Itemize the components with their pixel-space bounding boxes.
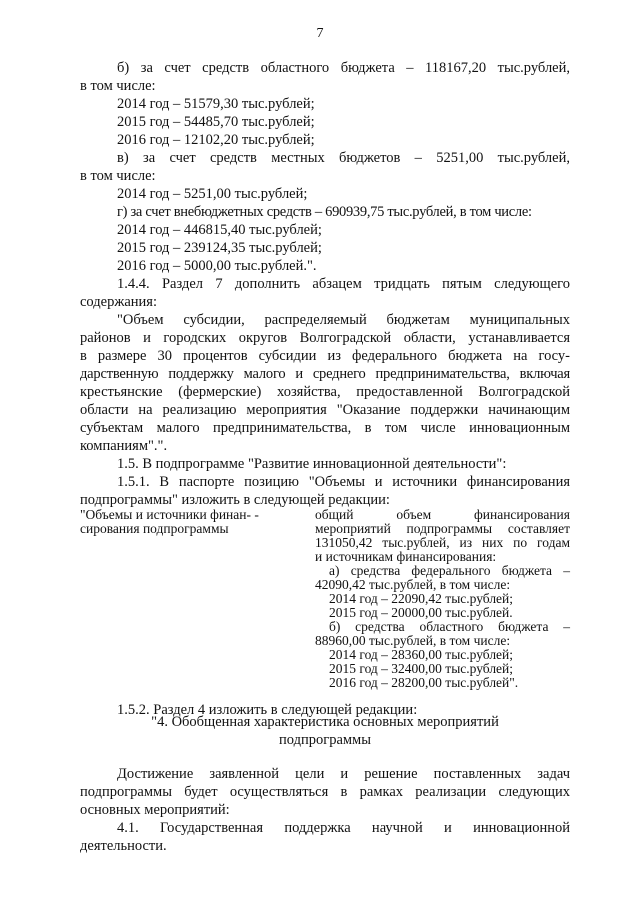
section4-heading-line2: подпрограммы <box>279 732 371 748</box>
quote-line: области на реализацию мероприятия "Оказание поддержки начинающим <box>80 402 570 418</box>
table-right-line: 42090,42 тыс.рублей, в том числе: <box>315 577 511 592</box>
table-right-line: 2016 год – 28200,00 тыс.рублей". <box>329 675 519 690</box>
para-g-year-2014: 2014 год – 446815,40 тыс.рублей; <box>117 222 322 238</box>
item-41-line2: деятельности. <box>80 838 167 854</box>
section4-para-line: основных мероприятий: <box>80 802 230 818</box>
table-right-line: общий объем финансирования <box>315 507 570 522</box>
table-right-line: 2014 год – 22090,42 тыс.рублей; <box>329 591 514 606</box>
item-15: 1.5. В подпрограмме "Развитие инновационной деятельности": <box>117 456 507 472</box>
para-v-line2: в том числе: <box>80 168 156 184</box>
section4-para-line: подпрограммы будет осуществляться в рамках реализации следующих <box>80 784 570 800</box>
item-144-line1: 1.4.4. Раздел 7 дополнить абзацем тридцать пятым следующего <box>117 276 570 292</box>
item-41-line1: 4.1. Государственная поддержка научной и инновационной <box>117 820 570 836</box>
table-right-line: мероприятий подпрограммы составляет <box>315 521 570 536</box>
para-g-line1: г) за счет внебюджетных средств – 690939,75 тыс.рублей, в том числе: <box>117 204 532 220</box>
table-right-line: а) средства федерального бюджета – <box>329 563 570 578</box>
para-b-line1: б) за счет средств областного бюджета – 118167,20 тыс.рублей, <box>117 60 570 76</box>
item-144-line2: содержания: <box>80 294 158 310</box>
table-right-line: 2015 год – 32400,00 тыс.рублей; <box>329 661 514 676</box>
table-left-line2: сирования подпрограммы <box>80 521 229 536</box>
para-b-year-2014: 2014 год – 51579,30 тыс.рублей; <box>117 96 315 112</box>
quote-line: дарственную поддержку малого и среднего предпринимательства, включая <box>80 366 570 382</box>
quote-line: "Объем субсидии, распределяемый бюджетам муниципальных <box>117 312 570 328</box>
item-151-line1: 1.5.1. В паспорте позицию "Объемы и источники финансирования <box>117 474 570 490</box>
para-b-year-2016: 2016 год – 12102,20 тыс.рублей; <box>117 132 315 148</box>
page-number: 7 <box>316 26 324 41</box>
section4-heading-line1-text: "4. Обобщенная характеристика основных мероприятий <box>151 714 499 730</box>
para-v-line1: в) за счет средств местных бюджетов – 5251,00 тыс.рублей, <box>117 150 570 166</box>
table-right-line: 88960,00 тыс.рублей, в том числе: <box>315 633 511 648</box>
quote-line: в размере 30 процентов субсидии из федерального бюджета на госу- <box>80 348 570 364</box>
item-152: 1.5.2. Раздел 4 изложить в следующей редакции: <box>117 702 418 718</box>
para-g-year-2015: 2015 год – 239124,35 тыс.рублей; <box>117 240 322 256</box>
quote-line: крестьянские (фермерские) хозяйства, предоставленной Волгоградской <box>80 384 570 400</box>
table-right-line: 131050,42 тыс.рублей, из них по годам <box>315 535 570 550</box>
section4-para-line: Достижение заявленной цели и решение поставленных задач <box>117 766 570 782</box>
para-g-year-2016: 2016 год – 5000,00 тыс.рублей.". <box>117 258 317 274</box>
item-151-line2: подпрограммы" изложить в следующей редакции: <box>80 492 390 508</box>
table-right-line: б) средства областного бюджета – <box>329 619 570 634</box>
quote-line: субъектам малого предпринимательства, в том числе инновационным <box>80 420 570 436</box>
table-right-line: 2015 год – 20000,00 тыс.рублей. <box>329 605 513 620</box>
table-right-line: и источникам финансирования: <box>315 549 497 564</box>
para-v-year-2014: 2014 год – 5251,00 тыс.рублей; <box>117 186 308 202</box>
para-b-year-2015: 2015 год – 54485,70 тыс.рублей; <box>117 114 315 130</box>
table-right-line: 2014 год – 28360,00 тыс.рублей; <box>329 647 514 662</box>
quote-line: компаниям".". <box>80 438 168 454</box>
para-b-line2: в том числе: <box>80 78 156 94</box>
quote-line: районов и городских округов Волгоградской области, устанавливается <box>80 330 570 346</box>
table-left-line1: "Объемы и источники финан- - <box>80 507 259 522</box>
